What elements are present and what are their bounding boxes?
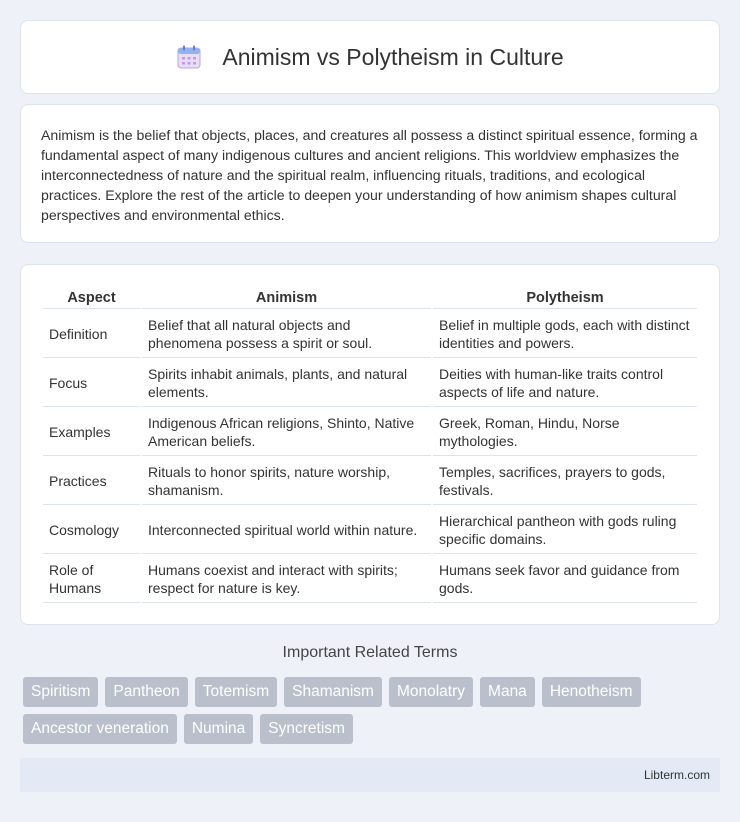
polytheism-cell: Hierarchical pantheon with gods ruling specific domains. xyxy=(433,507,697,554)
footer-site-link[interactable]: Libterm.com xyxy=(643,768,710,782)
table-row xyxy=(43,311,697,358)
comparison-table xyxy=(41,285,699,605)
related-term-tag[interactable]: Syncretism xyxy=(260,714,353,744)
related-terms-title: Important Related Terms xyxy=(282,644,458,661)
header-polytheism: Polytheism xyxy=(433,287,697,309)
aspect-cell: Practices xyxy=(43,458,140,505)
table-row xyxy=(43,360,697,407)
header-aspect: Aspect xyxy=(43,287,140,309)
aspect-cell: Role of Humans xyxy=(43,556,140,603)
aspect-cell: Cosmology xyxy=(43,507,140,554)
related-terms-list xyxy=(23,677,723,744)
aspect-cell: Examples xyxy=(43,409,140,456)
table-header-row xyxy=(43,287,697,309)
table-row xyxy=(43,409,697,456)
related-term-tag[interactable]: Pantheon xyxy=(105,677,187,707)
polytheism-cell: Deities with human-like traits control aspects of life and nature. xyxy=(433,360,697,407)
footer xyxy=(20,758,720,792)
animism-cell: Interconnected spiritual world within nature. xyxy=(142,507,431,554)
polytheism-cell: Humans seek favor and guidance from gods. xyxy=(433,556,697,603)
related-term-tag[interactable]: Shamanism xyxy=(284,677,382,707)
intro-card xyxy=(20,104,720,243)
polytheism-cell: Temples, sacrifices, prayers to gods, festivals. xyxy=(433,458,697,505)
related-term-tag[interactable]: Mana xyxy=(480,677,535,707)
animism-cell: Humans coexist and interact with spirits; respect for nature is key. xyxy=(142,556,431,603)
animism-cell: Spirits inhabit animals, plants, and natural elements. xyxy=(142,360,431,407)
related-term-tag[interactable]: Totemism xyxy=(195,677,277,707)
comparison-table-card xyxy=(20,264,720,625)
header-card xyxy=(20,20,720,94)
related-term-tag[interactable]: Ancestor veneration xyxy=(23,714,177,744)
polytheism-cell: Belief in multiple gods, each with distinct identities and powers. xyxy=(433,311,697,358)
page-title: Animism vs Polytheism in Culture xyxy=(222,43,564,70)
polytheism-cell: Greek, Roman, Hindu, Norse mythologies. xyxy=(433,409,697,456)
aspect-cell: Focus xyxy=(43,360,140,407)
header-animism: Animism xyxy=(142,287,431,309)
animism-cell: Rituals to honor spirits, nature worship, shamanism. xyxy=(142,458,431,505)
related-term-tag[interactable]: Henotheism xyxy=(542,677,641,707)
animism-cell: Indigenous African religions, Shinto, Native American beliefs. xyxy=(142,409,431,456)
related-term-tag[interactable]: Numina xyxy=(184,714,253,744)
related-term-tag[interactable]: Monolatry xyxy=(389,677,473,707)
intro-text: Animism is the belief that objects, places, and creatures all possess a distinct spiritual essence, forming a fundamental aspect of many indigenous cultures and ancient religions. This worldview emphasizes the interconnectedness of nature and the spiritual realm, influencing rituals, traditions, and ecological practices. Explore the rest of the article to deepen your understanding of how animism shapes cultural perspectives and environmental ethics. xyxy=(41,127,698,223)
related-term-tag[interactable]: Spiritism xyxy=(23,677,98,707)
table-row xyxy=(43,507,697,554)
animism-cell: Belief that all natural objects and phenomena possess a spirit or soul. xyxy=(142,311,431,358)
aspect-cell: Definition xyxy=(43,311,140,358)
calendar-icon xyxy=(176,44,202,70)
table-row xyxy=(43,458,697,505)
table-row xyxy=(43,556,697,603)
